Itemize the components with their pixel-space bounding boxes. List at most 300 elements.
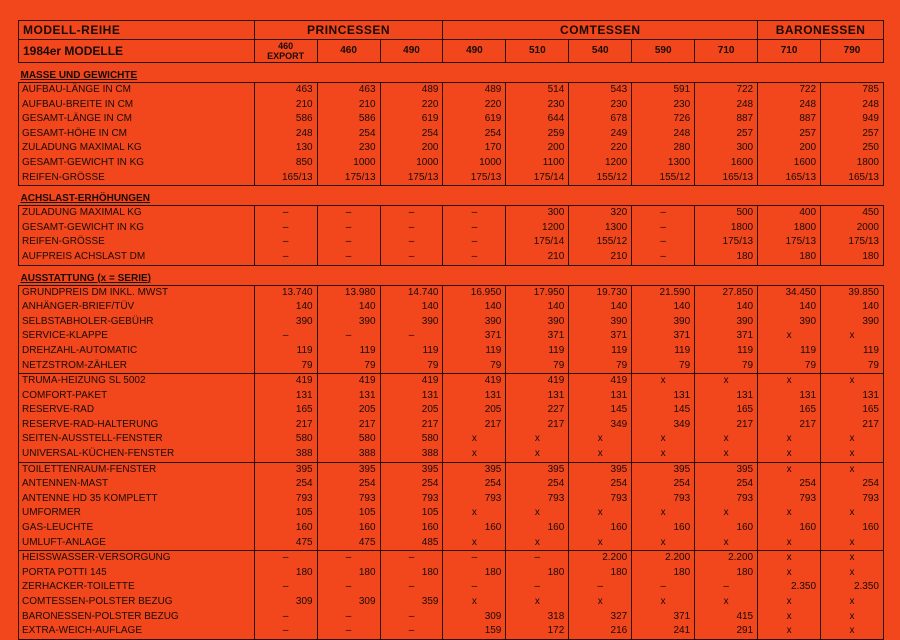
row-label: UMLUFT-ANLAGE [19, 536, 255, 551]
value-cell: 175/13 [317, 171, 380, 186]
value-cell: 227 [506, 403, 569, 418]
value-cell: x [758, 462, 821, 477]
value-cell: 175/14 [506, 171, 569, 186]
model-header: 460 [317, 40, 380, 63]
value-cell: 257 [695, 127, 758, 142]
table-row [19, 389, 884, 404]
value-cell: – [254, 624, 317, 639]
value-cell: x [821, 447, 884, 462]
value-cell: 19.730 [569, 285, 632, 300]
value-cell: 16.950 [443, 285, 506, 300]
row-label: SEITEN-AUSSTELL-FENSTER [19, 432, 255, 447]
value-cell: 119 [506, 344, 569, 359]
model-header: 590 [632, 40, 695, 63]
value-cell: 489 [380, 83, 443, 98]
value-cell: 949 [821, 112, 884, 127]
value-cell: 230 [632, 98, 695, 113]
value-cell: 180 [380, 566, 443, 581]
value-cell: x [821, 566, 884, 581]
models-label: 1984er MODELLE [19, 40, 255, 63]
table-row [19, 156, 884, 171]
value-cell: 1000 [317, 156, 380, 171]
value-cell: 119 [758, 344, 821, 359]
value-cell: 419 [254, 374, 317, 389]
value-cell: 1600 [758, 156, 821, 171]
value-cell: 591 [632, 83, 695, 98]
row-label: ZULADUNG MAXIMAL KG [19, 141, 255, 156]
value-cell: 259 [506, 127, 569, 142]
value-cell: 793 [380, 492, 443, 507]
value-cell: – [254, 250, 317, 265]
value-cell: 1300 [569, 221, 632, 236]
value-cell: – [632, 206, 695, 221]
value-cell: x [821, 610, 884, 625]
value-cell: x [821, 536, 884, 551]
value-cell: 205 [380, 403, 443, 418]
row-label: DREHZAHL-AUTOMATIC [19, 344, 255, 359]
value-cell: 13.740 [254, 285, 317, 300]
value-cell: 200 [758, 141, 821, 156]
value-cell: x [758, 551, 821, 566]
value-cell: 230 [506, 98, 569, 113]
value-cell: – [254, 551, 317, 566]
value-cell: x [758, 374, 821, 389]
value-cell: 887 [758, 112, 821, 127]
table-row [19, 374, 884, 389]
value-cell: 205 [317, 403, 380, 418]
table-row [19, 580, 884, 595]
value-cell: 131 [821, 389, 884, 404]
value-cell: 180 [632, 566, 695, 581]
value-cell: x [443, 447, 506, 462]
value-cell: 175/13 [695, 235, 758, 250]
value-cell: 1000 [443, 156, 506, 171]
value-cell: 254 [443, 477, 506, 492]
value-cell: 165/13 [758, 171, 821, 186]
value-cell: x [695, 432, 758, 447]
value-cell: 119 [254, 344, 317, 359]
value-cell: 249 [569, 127, 632, 142]
table-row [19, 521, 884, 536]
value-cell: 119 [821, 344, 884, 359]
value-cell: – [506, 580, 569, 595]
value-cell: 400 [758, 206, 821, 221]
value-cell: x [443, 595, 506, 610]
value-cell: 586 [254, 112, 317, 127]
value-cell: – [695, 580, 758, 595]
value-cell: 280 [632, 141, 695, 156]
value-cell: 210 [569, 250, 632, 265]
value-cell: 145 [569, 403, 632, 418]
value-cell: – [317, 329, 380, 344]
value-cell: 200 [506, 141, 569, 156]
value-cell: x [632, 595, 695, 610]
value-cell: 419 [380, 374, 443, 389]
model-header [254, 40, 317, 63]
row-label: TRUMA-HEIZUNG SL 5002 [19, 374, 255, 389]
value-cell: 415 [695, 610, 758, 625]
value-cell: 27.850 [695, 285, 758, 300]
value-cell: 726 [632, 112, 695, 127]
value-cell: 793 [632, 492, 695, 507]
value-cell: – [380, 250, 443, 265]
row-label: UNIVERSAL-KÜCHEN-FENSTER [19, 447, 255, 462]
value-cell: 254 [569, 477, 632, 492]
value-cell: – [317, 624, 380, 639]
value-cell: x [569, 432, 632, 447]
value-cell: 175/14 [506, 235, 569, 250]
value-cell: 131 [317, 389, 380, 404]
value-cell: 248 [758, 98, 821, 113]
value-cell: 2.200 [695, 551, 758, 566]
row-label: SERVICE-KLAPPE [19, 329, 255, 344]
value-cell: 254 [317, 127, 380, 142]
value-cell: 175/13 [380, 171, 443, 186]
value-cell: 580 [254, 432, 317, 447]
row-label: TOILETTENRAUM-FENSTER [19, 462, 255, 477]
table-row [19, 359, 884, 374]
value-cell: 39.850 [821, 285, 884, 300]
value-cell: x [758, 506, 821, 521]
table-row [19, 171, 884, 186]
value-cell: – [317, 250, 380, 265]
value-cell: x [758, 447, 821, 462]
value-cell: 79 [506, 359, 569, 374]
value-cell: 254 [317, 477, 380, 492]
value-cell: 79 [821, 359, 884, 374]
value-cell: 2.200 [632, 551, 695, 566]
table-row [19, 566, 884, 581]
value-cell: 220 [569, 141, 632, 156]
value-cell: 105 [380, 506, 443, 521]
value-cell: 180 [695, 566, 758, 581]
table-row [19, 206, 884, 221]
value-cell: 619 [443, 112, 506, 127]
value-cell: 119 [317, 344, 380, 359]
value-cell: 254 [506, 477, 569, 492]
value-cell: x [695, 536, 758, 551]
value-cell: 793 [506, 492, 569, 507]
table-row [19, 221, 884, 236]
value-cell: 140 [632, 300, 695, 315]
value-cell: x [569, 595, 632, 610]
value-cell: 300 [695, 141, 758, 156]
value-cell: 217 [254, 418, 317, 433]
value-cell: 230 [569, 98, 632, 113]
value-cell: 210 [506, 250, 569, 265]
header-series-row [19, 21, 884, 40]
table-row [19, 477, 884, 492]
value-cell: x [821, 624, 884, 639]
value-cell: – [380, 551, 443, 566]
value-cell: 248 [254, 127, 317, 142]
value-cell: 34.450 [758, 285, 821, 300]
value-cell: x [758, 624, 821, 639]
value-cell: 180 [695, 250, 758, 265]
value-cell: 160 [380, 521, 443, 536]
section-title: ACHSLAST-ERHÖHUNGEN [20, 193, 150, 205]
value-cell: 390 [758, 315, 821, 330]
table-row [19, 83, 884, 98]
value-cell: 785 [821, 83, 884, 98]
value-cell: 580 [317, 432, 380, 447]
value-cell: 14.740 [380, 285, 443, 300]
value-cell: 349 [632, 418, 695, 433]
value-cell: – [254, 580, 317, 595]
value-cell: 514 [506, 83, 569, 98]
value-cell: x [821, 551, 884, 566]
group-comtessen: COMTESSEN [443, 21, 758, 40]
row-label: REIFEN-GRÖSSE [19, 235, 255, 250]
value-cell: – [380, 221, 443, 236]
value-cell: 119 [380, 344, 443, 359]
value-cell: 793 [254, 492, 317, 507]
value-cell: 475 [254, 536, 317, 551]
value-cell: x [758, 536, 821, 551]
value-cell: – [443, 551, 506, 566]
value-cell: 217 [758, 418, 821, 433]
value-cell: 793 [443, 492, 506, 507]
value-cell: 131 [695, 389, 758, 404]
value-cell: x [506, 536, 569, 551]
value-cell: 1800 [821, 156, 884, 171]
value-cell: – [443, 235, 506, 250]
table-row [19, 403, 884, 418]
value-cell: x [569, 506, 632, 521]
table-row [19, 141, 884, 156]
value-cell: 160 [758, 521, 821, 536]
value-cell: 390 [317, 315, 380, 330]
value-cell: 395 [254, 462, 317, 477]
value-cell: 1000 [380, 156, 443, 171]
table-row [19, 315, 884, 330]
value-cell: 254 [443, 127, 506, 142]
value-cell: 105 [254, 506, 317, 521]
table-row [19, 235, 884, 250]
value-cell: 200 [380, 141, 443, 156]
price-table-sheet [18, 20, 884, 640]
value-cell: 619 [380, 112, 443, 127]
value-cell: 165 [695, 403, 758, 418]
value-cell: 140 [506, 300, 569, 315]
value-cell: 165 [821, 403, 884, 418]
value-cell: – [380, 580, 443, 595]
value-cell: 371 [443, 329, 506, 344]
value-cell: 388 [380, 447, 443, 462]
row-label: ANTENNE HD 35 KOMPLETT [19, 492, 255, 507]
value-cell: 79 [380, 359, 443, 374]
header-models-row [19, 40, 884, 63]
value-cell: x [758, 610, 821, 625]
value-cell: x [695, 595, 758, 610]
model-header: 710 [758, 40, 821, 63]
value-cell: 180 [317, 566, 380, 581]
table-row [19, 127, 884, 142]
value-cell: 300 [506, 206, 569, 221]
table-row [19, 492, 884, 507]
value-cell: x [632, 432, 695, 447]
value-cell: 1600 [695, 156, 758, 171]
value-cell: 131 [506, 389, 569, 404]
value-cell: x [569, 536, 632, 551]
value-cell: – [254, 221, 317, 236]
value-cell: – [380, 610, 443, 625]
value-cell: 140 [317, 300, 380, 315]
value-cell: 793 [569, 492, 632, 507]
model-header: 540 [569, 40, 632, 63]
value-cell: 180 [821, 250, 884, 265]
table-row [19, 551, 884, 566]
value-cell: – [380, 206, 443, 221]
value-cell: 644 [506, 112, 569, 127]
value-cell: – [317, 235, 380, 250]
value-cell: 1200 [569, 156, 632, 171]
row-label: RESERVE-RAD [19, 403, 255, 418]
value-cell: 793 [695, 492, 758, 507]
value-cell: x [695, 447, 758, 462]
value-cell: 17.950 [506, 285, 569, 300]
value-cell: x [758, 329, 821, 344]
model-price-table [18, 20, 884, 640]
row-label: GAS-LEUCHTE [19, 521, 255, 536]
value-cell: 2.350 [758, 580, 821, 595]
section-title: AUSSTATTUNG (x = SERIE) [20, 272, 151, 284]
value-cell: 390 [569, 315, 632, 330]
section-heading-row [19, 272, 884, 286]
value-cell: 371 [632, 329, 695, 344]
value-cell: 327 [569, 610, 632, 625]
value-cell: 250 [821, 141, 884, 156]
value-cell: 140 [380, 300, 443, 315]
value-cell: 165 [254, 403, 317, 418]
row-label: BARONESSEN-POLSTER BEZUG [19, 610, 255, 625]
value-cell: 390 [821, 315, 884, 330]
row-label: SELBSTABHOLER-GEBÜHR [19, 315, 255, 330]
value-cell: 489 [443, 83, 506, 98]
value-cell: x [758, 566, 821, 581]
value-cell: 165/13 [821, 171, 884, 186]
value-cell: x [758, 595, 821, 610]
value-cell: 140 [569, 300, 632, 315]
row-label: COMTESSEN-POLSTER BEZUG [19, 595, 255, 610]
value-cell: 850 [254, 156, 317, 171]
value-cell: 131 [569, 389, 632, 404]
value-cell: 21.590 [632, 285, 695, 300]
value-cell: 248 [695, 98, 758, 113]
table-row [19, 112, 884, 127]
value-cell: 419 [443, 374, 506, 389]
value-cell: 419 [317, 374, 380, 389]
value-cell: 2000 [821, 221, 884, 236]
row-label: NETZSTROM-ZÄHLER [19, 359, 255, 374]
value-cell: 210 [254, 98, 317, 113]
value-cell: 793 [317, 492, 380, 507]
value-cell: 79 [758, 359, 821, 374]
value-cell: 175/13 [443, 171, 506, 186]
value-cell: 395 [317, 462, 380, 477]
value-cell: – [317, 221, 380, 236]
value-cell: 165 [758, 403, 821, 418]
value-cell: 140 [443, 300, 506, 315]
value-cell: x [632, 447, 695, 462]
value-cell: 217 [821, 418, 884, 433]
value-cell: 257 [821, 127, 884, 142]
value-cell: 390 [380, 315, 443, 330]
value-cell: – [632, 250, 695, 265]
value-cell: 793 [821, 492, 884, 507]
value-cell: 131 [254, 389, 317, 404]
value-cell: x [695, 374, 758, 389]
value-cell: 254 [380, 127, 443, 142]
value-cell: x [821, 462, 884, 477]
value-cell: 155/12 [632, 171, 695, 186]
value-cell: x [443, 432, 506, 447]
table-row [19, 418, 884, 433]
row-label: REIFEN-GRÖSSE [19, 171, 255, 186]
table-body [19, 63, 884, 640]
value-cell: 390 [443, 315, 506, 330]
row-label: GESAMT-GEWICHT IN KG [19, 221, 255, 236]
model-header: 490 [443, 40, 506, 63]
value-cell: x [506, 595, 569, 610]
value-cell: 254 [380, 477, 443, 492]
model-header-text: 460 EXPORT [267, 41, 305, 61]
value-cell: 390 [254, 315, 317, 330]
value-cell: 419 [506, 374, 569, 389]
model-header: 510 [506, 40, 569, 63]
value-cell: 79 [695, 359, 758, 374]
value-cell: – [254, 610, 317, 625]
value-cell: 160 [443, 521, 506, 536]
value-cell: 160 [569, 521, 632, 536]
value-cell: 79 [254, 359, 317, 374]
value-cell: 1300 [632, 156, 695, 171]
value-cell: 580 [380, 432, 443, 447]
value-cell: x [632, 374, 695, 389]
value-cell: 79 [569, 359, 632, 374]
value-cell: 309 [443, 610, 506, 625]
value-cell: – [380, 235, 443, 250]
value-cell: 678 [569, 112, 632, 127]
table-row [19, 98, 884, 113]
value-cell: 309 [317, 595, 380, 610]
value-cell: 309 [254, 595, 317, 610]
value-cell: 395 [695, 462, 758, 477]
model-header: 490 [380, 40, 443, 63]
value-cell: 119 [695, 344, 758, 359]
value-cell: 180 [569, 566, 632, 581]
value-cell: 79 [317, 359, 380, 374]
value-cell: – [632, 235, 695, 250]
value-cell: 180 [254, 566, 317, 581]
value-cell: 220 [443, 98, 506, 113]
value-cell: 485 [380, 536, 443, 551]
value-cell: – [380, 329, 443, 344]
value-cell: 793 [758, 492, 821, 507]
value-cell: 241 [632, 624, 695, 639]
value-cell: 500 [695, 206, 758, 221]
value-cell: x [569, 447, 632, 462]
value-cell: 1200 [506, 221, 569, 236]
value-cell: 419 [569, 374, 632, 389]
model-header: 790 [821, 40, 884, 63]
value-cell: 170 [443, 141, 506, 156]
value-cell: 395 [506, 462, 569, 477]
value-cell: 371 [569, 329, 632, 344]
value-cell: 320 [569, 206, 632, 221]
row-label: ANHÄNGER-BRIEF/TÜV [19, 300, 255, 315]
value-cell: 180 [758, 250, 821, 265]
